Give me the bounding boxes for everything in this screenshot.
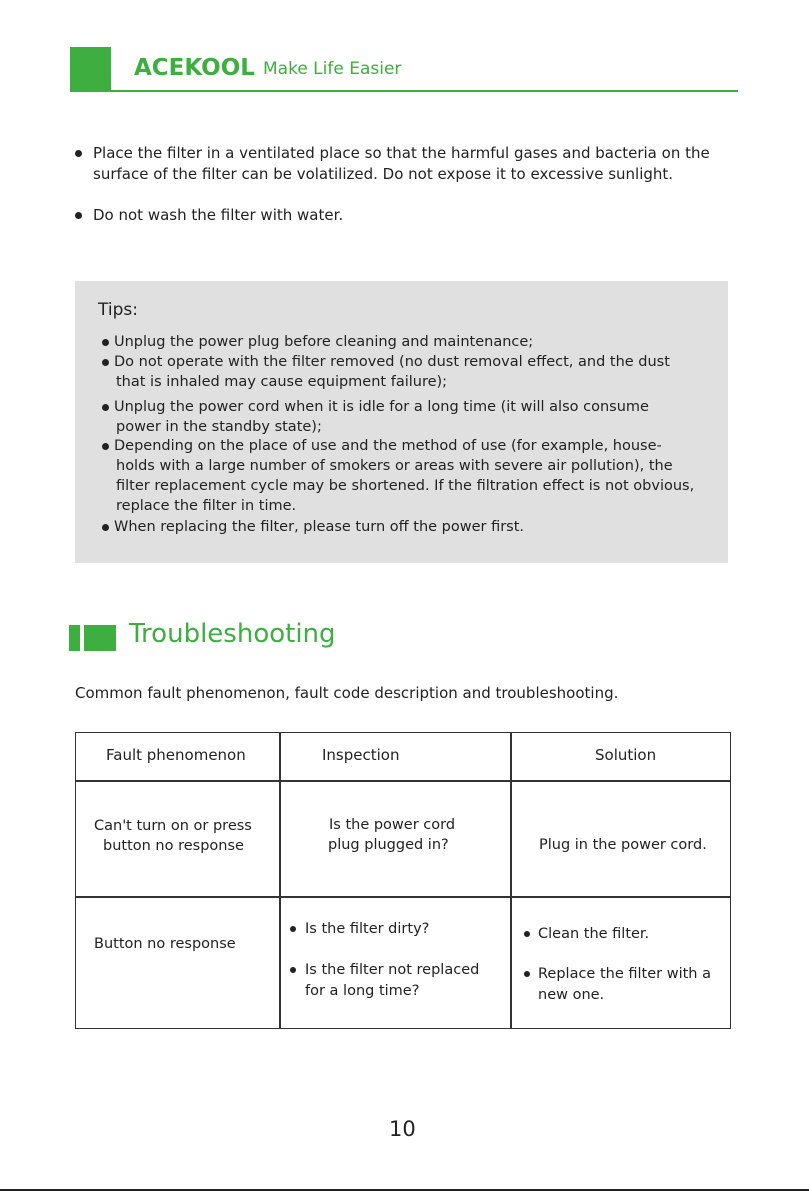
- tip-2-line-2: that is inhaled may cause equipment failure);: [116, 374, 448, 390]
- tip-5-line-1: When replacing the filter, please turn off the power first.: [114, 519, 525, 535]
- solution-bullet-icon: [524, 971, 530, 977]
- tip-4-line-3: filter replacement cycle may be shortened. If the filtration effect is not obvious,: [116, 478, 695, 494]
- bullet-1-line-1: Place the filter in a ventilated place so that the harmful gases and bacteria on the: [93, 144, 710, 162]
- bullet-1-line-2: surface of the filter can be volatilized. Do not expose it to excessive sunlight.: [93, 165, 674, 183]
- inspection-bullet-icon: [290, 967, 296, 973]
- tip-bullet-icon: [102, 339, 109, 346]
- tip-bullet-icon: [102, 524, 109, 531]
- table-row-divider: [75, 896, 731, 898]
- section-heading-block: [84, 625, 116, 651]
- inspection-bullet-icon: [290, 926, 296, 932]
- header-logo-block: [70, 47, 111, 91]
- table-header-inspection: Inspection: [322, 746, 400, 764]
- row2-fault: Button no response: [94, 936, 236, 952]
- solution-bullet-icon: [524, 931, 530, 937]
- row2-inspection-1: Is the filter dirty?: [305, 921, 430, 937]
- table-header-fault: Fault phenomenon: [106, 746, 246, 764]
- row1-fault-line-1: Can't turn on or press: [94, 818, 252, 834]
- brand-logo: ACEKOOL: [134, 55, 255, 81]
- tips-title: Tips:: [98, 300, 138, 320]
- row2-solution-1: Clean the filter.: [538, 926, 650, 942]
- page-bottom-rule: [0, 1189, 809, 1191]
- table-col-divider: [279, 732, 281, 1029]
- tip-3-line-2: power in the standby state);: [116, 419, 322, 435]
- row1-inspection-line-1: Is the power cord: [329, 817, 456, 833]
- tip-4-line-1: Depending on the place of use and the method of use (for example, house-: [114, 438, 662, 454]
- brand-tagline: Make Life Easier: [263, 59, 402, 79]
- row1-inspection-line-2: plug plugged in?: [328, 837, 449, 853]
- page-number: 10: [389, 1117, 416, 1141]
- row2-inspection-2-line-2: for a long time?: [305, 983, 420, 999]
- table-row-divider: [75, 780, 731, 782]
- section-heading-bar: [69, 625, 80, 651]
- bullet-dot-icon: [75, 212, 82, 219]
- row1-solution: Plug in the power cord.: [539, 837, 707, 853]
- table-header-solution: Solution: [595, 746, 657, 764]
- table-col-divider: [510, 732, 512, 1029]
- tip-4-line-2: holds with a large number of smokers or areas with severe air pollution), the: [116, 458, 673, 474]
- tip-bullet-icon: [102, 443, 109, 450]
- header-divider: [70, 90, 738, 92]
- bullet-2-line-1: Do not wash the filter with water.: [93, 206, 344, 224]
- tip-4-line-4: replace the filter in time.: [116, 498, 297, 514]
- section-title: Troubleshooting: [129, 619, 336, 649]
- tip-3-line-1: Unplug the power cord when it is idle for a long time (it will also consume: [114, 399, 649, 415]
- row1-fault-line-2: button no response: [103, 838, 244, 854]
- row2-solution-2-line-2: new one.: [538, 987, 605, 1003]
- tip-1-line-1: Unplug the power plug before cleaning and maintenance;: [114, 334, 534, 350]
- bullet-dot-icon: [75, 150, 82, 157]
- tip-bullet-icon: [102, 359, 109, 366]
- row2-solution-2-line-1: Replace the filter with a: [538, 966, 711, 982]
- row2-inspection-2-line-1: Is the filter not replaced: [305, 962, 480, 978]
- section-intro: Common fault phenomenon, fault code description and troubleshooting.: [75, 684, 619, 702]
- tip-bullet-icon: [102, 404, 109, 411]
- tip-2-line-1: Do not operate with the filter removed (no dust removal effect, and the dust: [114, 354, 670, 370]
